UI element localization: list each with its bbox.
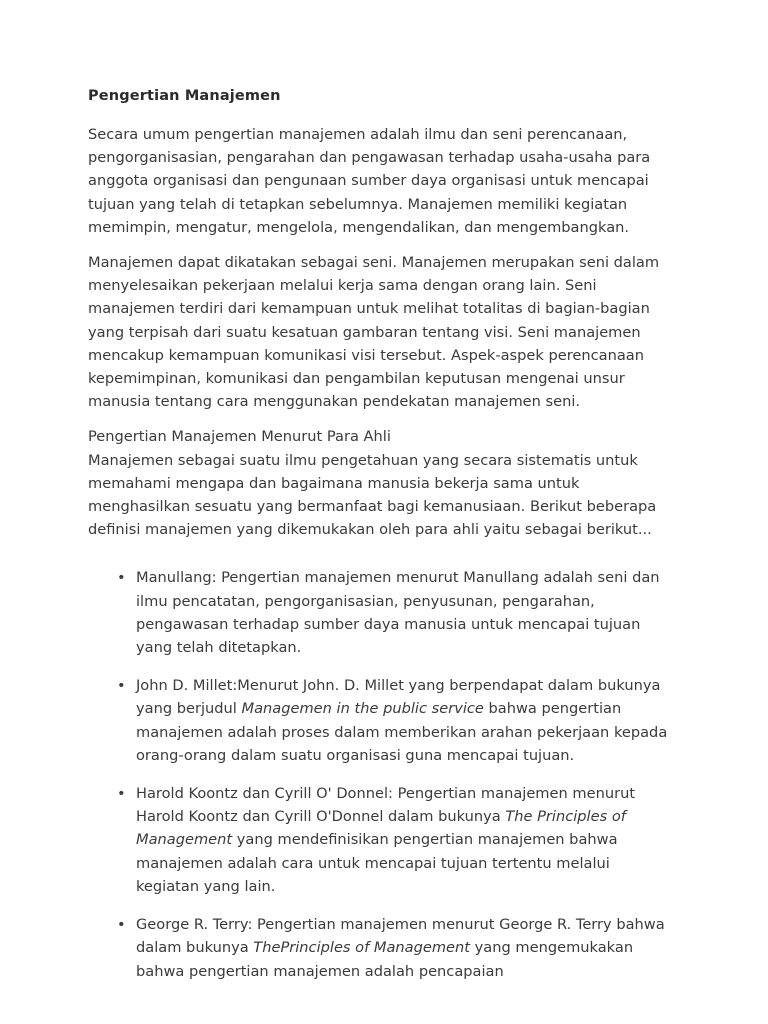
bullet-icon: • bbox=[117, 785, 126, 803]
list-spacer bbox=[88, 553, 672, 566]
expert-book-title-terry: ThePrinciples of Management bbox=[253, 939, 471, 957]
bullet-icon: • bbox=[117, 677, 126, 695]
expert-definition-manullang-pre: Manullang: Pengertian manajemen menurut Manullang adalah seni dan ilmu pencatatan, pengorganisasian, penyusunan, pengarahan, pengawasan terhadap sumber daya manusia untuk mencapai tujuan yang telah ditetapkan. bbox=[136, 569, 660, 657]
list-item bbox=[88, 782, 672, 898]
list-item bbox=[88, 913, 672, 983]
paragraph-management-as-art: Manajemen dapat dikatakan sebagai seni. Manajemen merupakan seni dalam menyelesaikan pekerjaan melalui kerja sama dengan orang lain. Seni manajemen terdiri dari kemampuan untuk melihat totalitas di bagian-bagian yang terpisah dari suatu kesatuan gambaran tentang visi. Seni manajemen mencakup kemampuan komunikasi visi tersebut. Aspek-aspek perencanaan kepemimpinan, komunikasi dan pengambilan keputusan mengenai unsur manusia tentang cara menggunakan pendekatan manajemen seni. bbox=[88, 254, 660, 411]
document-content bbox=[88, 86, 672, 983]
page-title: Pengertian Manajemen bbox=[88, 88, 281, 104]
expert-definition-terry-post: yang mengemukakan bahwa pengertian manajemen adalah pencapaian bbox=[136, 939, 634, 980]
experts-definition-list bbox=[88, 566, 672, 982]
expert-definition-terry-pre: George R. Terry: Pengertian manajemen menurut George R. Terry bahwa dalam bukunya bbox=[136, 916, 665, 957]
bullet-icon: • bbox=[117, 569, 126, 587]
subheading-experts: Pengertian Manajemen Menurut Para Ahli bbox=[88, 428, 391, 446]
expert-book-title-millet: Managemen in the public service bbox=[241, 700, 484, 718]
expert-book-title-koontz: The Principles of Management bbox=[136, 808, 626, 849]
bullet-icon: • bbox=[117, 916, 126, 934]
expert-definition-koontz-pre: Harold Koontz dan Cyrill O' Donnel: Pengertian manajemen menurut Harold Koontz dan Cyrill O'Donnel dalam bukunya bbox=[136, 785, 636, 826]
expert-definition-millet-post: bahwa pengertian manajemen adalah proses dalam memberikan arahan pekerjaan kepada orang-orang dalam suatu organisasi guna mencapai tujuan. bbox=[136, 700, 668, 764]
list-item bbox=[88, 566, 672, 659]
paragraph-experts-intro: Manajemen sebagai suatu ilmu pengetahuan yang secara sistematis untuk memahami mengapa dan bagaimana manusia bekerja sama untuk menghasilkan sesuatu yang bermanfaat bagi kemanusiaan. Berikut beberapa definisi manajemen yang dikemukakan oleh para ahli yaitu sebagai berikut... bbox=[88, 451, 657, 539]
paragraph-definition-general: Secara umum pengertian manajemen adalah ilmu dan seni perencanaan, pengorganisasian, pengarahan dan pengawasan terhadap usaha-usaha para anggota organisasi dan pengunaan sumber daya organisasi untuk mencapai tujuan yang telah di tetapkan sebelumnya. Manajemen memiliki kegiatan memimpin, mengatur, mengelola, mengendalikan, dan mengembangkan. bbox=[88, 126, 651, 236]
expert-definition-koontz-post: yang mendefinisikan pengertian manajemen bahwa manajemen adalah cara untuk mencapai tujuan tertentu melalui kegiatan yang lain. bbox=[136, 831, 618, 895]
expert-definition-millet-pre: John D. Millet:Menurut John. D. Millet yang berpendapat dalam bukunya yang berjudul bbox=[136, 677, 661, 718]
list-item bbox=[88, 674, 672, 767]
